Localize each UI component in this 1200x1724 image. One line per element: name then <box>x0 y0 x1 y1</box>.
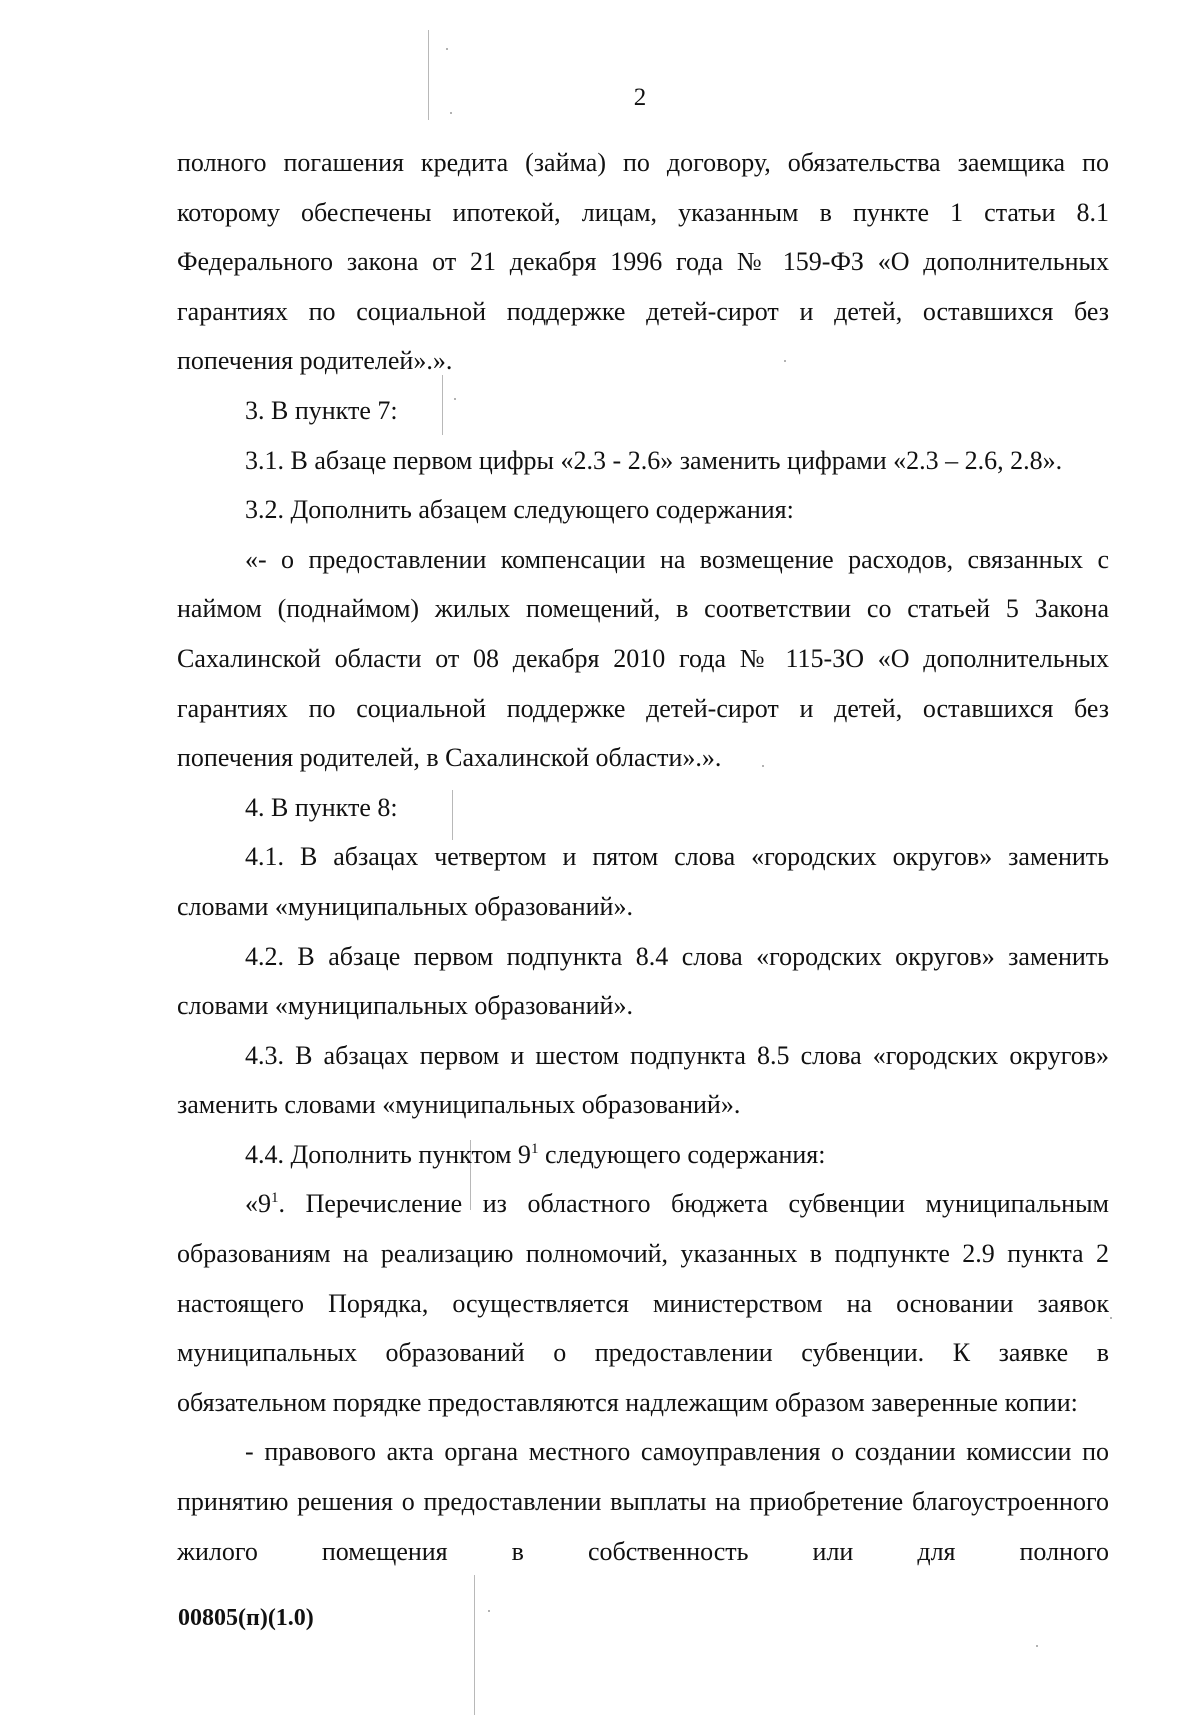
paragraph-item-3-1: 3.1. В абзаце первом цифры «2.3 - 2.6» заменить цифрами «2.3 – 2.6, 2.8». <box>245 445 1063 475</box>
paragraph-item-3: 3. В пункте 7: <box>245 395 398 425</box>
text-run: . Перечисление из областного бюджета субвенции муниципальным образованиям на реализацию полномочий, указанных в подпункте 2.9 пункта 2 настоящего Порядка, осуществляется министерством на основании заявок муниципальных образований о предоставлении субвенции. К заявке в обязательном порядке предоставляются надлежащим образом заверенные копии: <box>177 1189 1109 1417</box>
page-number: 2 <box>633 84 647 111</box>
superscript: 1 <box>530 1140 539 1157</box>
paragraph-list-item-legal-act: - правового акта органа местного самоуправления о создании комиссии по принятию решения о предоставлении выплаты на приобретение благоустроенного жилого помещения в собственность или для полного <box>177 1437 1109 1566</box>
paragraph-item-3-2: 3.2. Дополнить абзацем следующего содержания: <box>245 495 794 525</box>
document-body <box>177 138 1109 1576</box>
paragraph-item-4-4 <box>177 1130 1109 1180</box>
paragraph-item-9-1 <box>177 1179 1109 1427</box>
superscript: 1 <box>271 1190 279 1207</box>
document-code: 00805(п)(1.0) <box>178 1605 314 1631</box>
scan-artifact-line <box>474 1575 475 1715</box>
text-run: следующего содержания: <box>538 1139 826 1169</box>
text-run: «9 <box>245 1189 271 1219</box>
paragraph-item-4-1: 4.1. В абзацах четвертом и пятом слова «городских округов» заменить словами «муниципальных образований». <box>177 842 1109 921</box>
scan-artifact-dot <box>1110 1317 1112 1319</box>
paragraph-continuation: полного погашения кредита (займа) по договору, обязательства заемщика по которому обеспечены ипотекой, лицам, указанным в пункте 1 статьи 8.1 Федерального закона от 21 декабря 1996 года № 159-ФЗ «О дополнительных гарантиях по социальной поддержке детей-сирот и детей, оставшихся без попечения родителей».». <box>177 148 1109 376</box>
scan-artifact-dot <box>446 48 448 50</box>
paragraph-item-4-2: 4.2. В абзаце первом подпункта 8.4 слова «городских округов» заменить словами «муниципальных образований». <box>177 941 1109 1021</box>
scan-artifact-dot <box>488 1610 490 1612</box>
paragraph-item-4: 4. В пункте 8: <box>245 792 398 822</box>
scan-artifact-dot <box>450 112 452 114</box>
text-run: 4.4. Дополнить пунктом 9 <box>245 1139 531 1169</box>
paragraph-item-4-3: 4.3. В абзацах первом и шестом подпункта 8.5 слова «городских округов» заменить словами «муниципальных образований». <box>177 1040 1109 1120</box>
scan-artifact-dot <box>1036 1645 1038 1647</box>
paragraph-quote-compensation: «- о предоставлении компенсации на возмещение расходов, связанных с наймом (поднаймом) жилых помещений, в соответствии со статьей 5 Закона Сахалинской области от 08 декабря 2010 года № 115-ЗО «О дополнительных гарантиях по социальной поддержке детей-сирот и детей, оставшихся без попечения родителей, в Сахалинской области».». <box>177 544 1109 773</box>
